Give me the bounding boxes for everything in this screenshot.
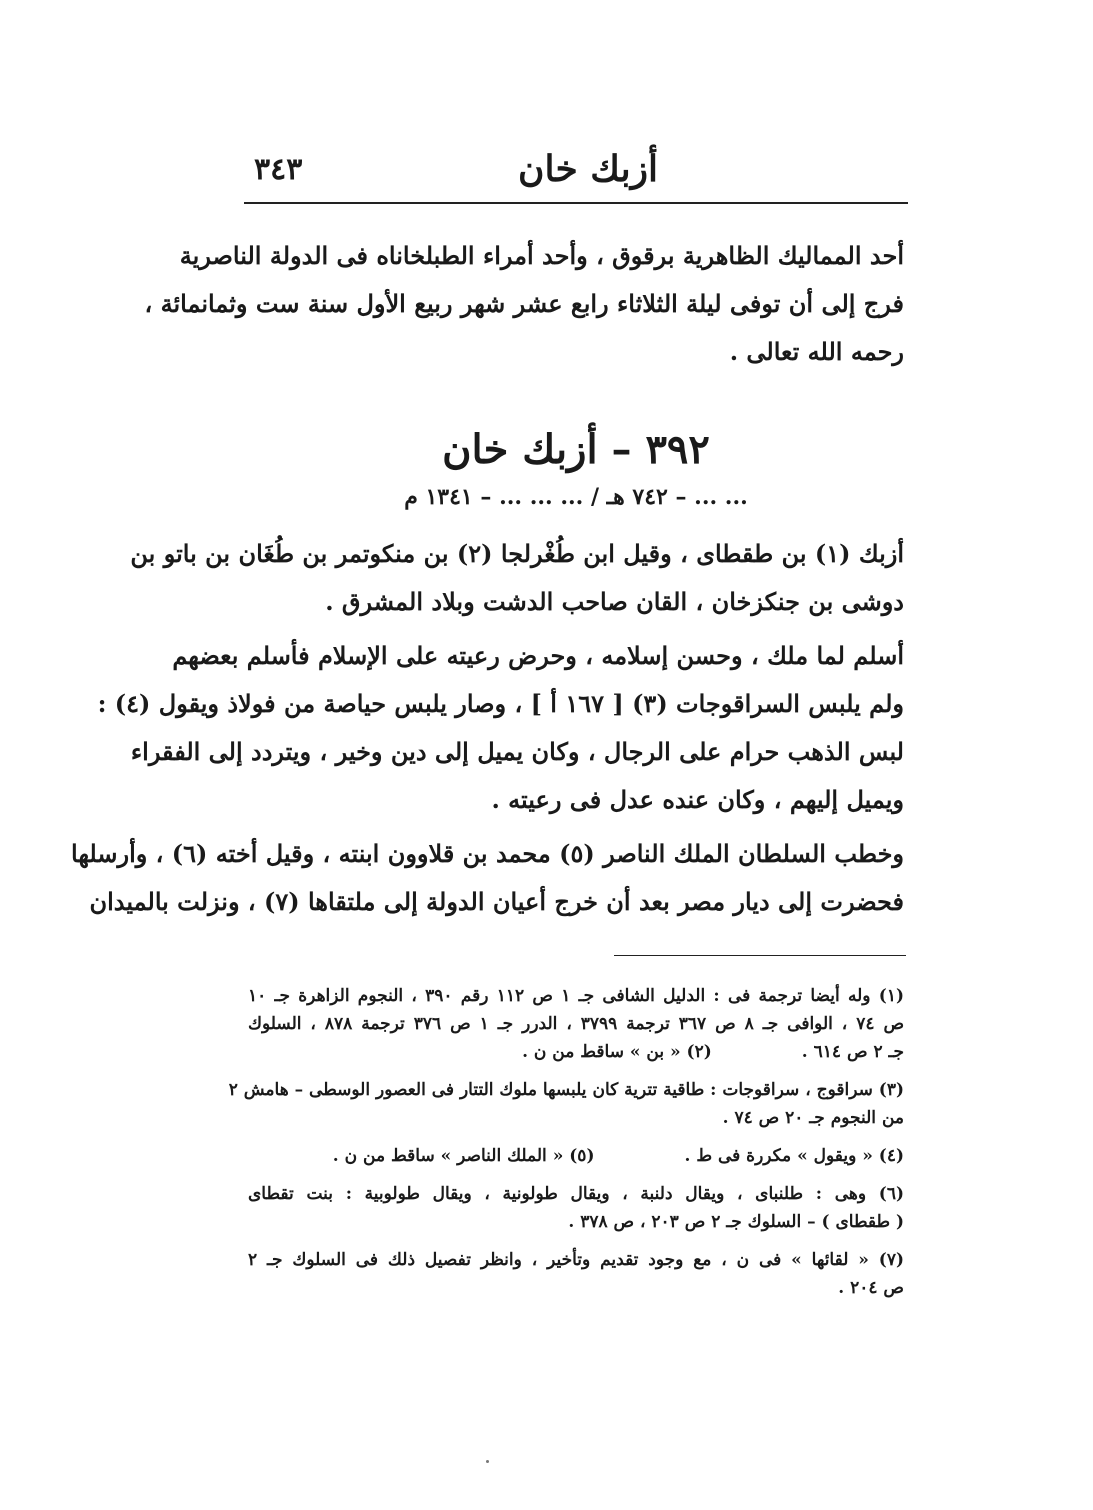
footnote-2: (٢) « بن » ساقط من ن .	[522, 1042, 712, 1062]
header-rule	[244, 202, 908, 204]
footnote-row	[248, 1142, 904, 1170]
scan-speck	[486, 1460, 489, 1463]
text-line: وخطب السلطان الملك الناصر (٥) محمد بن قلاوون ابنته ، وقيل أخته (٦) ، وأرسلها	[71, 839, 904, 868]
footnote-line: (٧) « لقائها » فى ن ، مع وجود تقديم وتأخير ، وانظر تفصيل ذلك فى السلوك جـ ٢	[248, 1250, 904, 1270]
entry-dates: ... ... – ٧٤٢ هـ / ... ... ... – ١٣٤١ م	[404, 484, 748, 510]
page-number: ٣٤٣	[254, 152, 303, 187]
entry-paragraph-3	[71, 830, 904, 926]
footnote-line: (٦) وهى : طلنباى ، ويقال دلنبة ، ويقال طولونية ، ويقال طولوبية : بنت تقطاى	[248, 1184, 904, 1204]
text-line: أزبك (١) بن طقطاى ، وقيل ابن طُغْرلجا (٢) بن منكوتمر بن طُغَان بن باتو بن	[130, 539, 904, 568]
text-line: رحمه الله تعالى .	[729, 337, 904, 366]
footnote-row	[248, 1038, 904, 1066]
entry-paragraph-1	[130, 530, 904, 626]
text-line: ويميل إليهم ، وكان عنده عدل فى رعيته .	[491, 785, 904, 814]
footnotes	[228, 982, 904, 1302]
entry-heading: ٣٩٢ – أزبك خان	[442, 426, 710, 473]
footnote-rule	[614, 955, 906, 956]
text-line: أحد المماليك الظاهرية برقوق ، وأحد أمراء الطبلخاناه فى الدولة الناصرية	[179, 241, 904, 270]
footnote-line: من النجوم جـ ٢٠ ص ٧٤ .	[722, 1108, 904, 1128]
footnote-line: (١) وله أيضا ترجمة فى : الدليل الشافى جـ ١ ص ١١٢ رقم ٣٩٠ ، النجوم الزاهرة جـ ١٠	[248, 986, 904, 1006]
footnote-4: (٤) « ويقول » مكررة فى ط .	[684, 1146, 904, 1166]
footnote-line: (٣) سراقوج ، سراقوجات : طاقية تترية كان يلبسها ملوك التتار فى العصور الوسطى – هامش ٢	[228, 1080, 904, 1100]
text-line: لبس الذهب حرام على الرجال ، وكان يميل إلى دين وخير ، ويتردد إلى الفقراء	[130, 737, 904, 766]
text-line: فرج إلى أن توفى ليلة الثلاثاء رابع عشر شهر ربيع الأول سنة ست وثمانمائة ،	[144, 289, 904, 318]
entry-paragraph-2	[97, 632, 904, 824]
text-line: فحضرت إلى ديار مصر بعد أن خرج أعيان الدولة إلى ملتقاها (٧) ، ونزلت بالميدان	[89, 887, 904, 916]
running-header	[240, 142, 910, 198]
footnote-5: (٥) « الملك الناصر » ساقط من ن .	[332, 1146, 595, 1166]
text-line: ولم يلبس السراقوجات (٣) [ ١٦٧ أ ] ، وصار يلبس حياصة من فولاذ ويقول (٤) :	[97, 689, 904, 718]
text-line: أسلم لما ملك ، وحسن إسلامه ، وحرض رعيته على الإسلام فأسلم بعضهم	[172, 641, 904, 670]
footnote-line: ص ٧٤ ، الوافى جـ ٨ ص ٣٦٧ ترجمة ٣٧٩٩ ، الدرر جـ ١ ص ٣٧٦ ترجمة ٨٧٨ ، السلوك	[248, 1014, 904, 1034]
footnote-line: ص ٢٠٤ .	[838, 1278, 904, 1298]
previous-entry-tail	[144, 232, 904, 376]
footnote-line: ( طقطاى ) – السلوك جـ ٢ ص ٢٠٣ ، ص ٣٧٨ .	[568, 1212, 904, 1232]
running-title: أزبك خان	[518, 148, 658, 190]
footnote-line: جـ ٢ ص ٦١٤ .	[801, 1042, 904, 1062]
text-line: دوشى بن جنكزخان ، القان صاحب الدشت وبلاد المشرق .	[325, 587, 904, 616]
